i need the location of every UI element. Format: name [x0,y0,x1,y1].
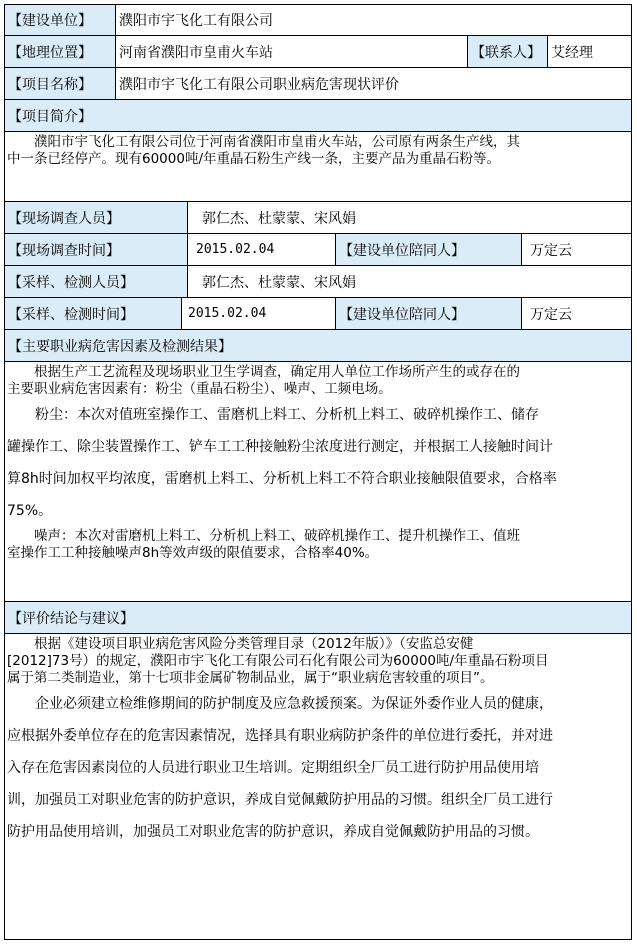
sampling-staff-value: 郭仁杰、杜蒙蒙、宋风娟 [187,266,631,297]
survey-time-row [4,234,632,266]
intro-line: 中一条已经停产。现有60000吨/年重晶石粉生产线一条，主要产品为重晶石粉等。 [7,151,500,167]
hazards-p2-line: 算8h时间加权平均浓度，雷磨机上料工、分析机上料工不符合职业接触限值要求，合格率 [7,471,557,487]
conclusion-p2-line: 训，加强员工对职业危害的防护意识，养成自觉佩戴防护用品的习惯。组织全厂员工进行 [7,792,553,808]
contact-label: 【联系人】 [467,36,547,67]
survey-staff-value: 郭仁杰、杜蒙蒙、宋风娟 [187,202,631,233]
sampling-escort-value: 万定云 [521,298,631,329]
survey-time-value: 2015.02.04 [187,234,335,265]
hazards-p3-line: 噪声：本次对雷磨机上料工、分析机上料工、破碎机操作工、提升机操作工、值班 [7,528,520,544]
conclusion-header-row [4,602,632,634]
hazards-p1-line: 根据生产工艺流程及现场职业卫生学调查，确定用人单位工作场所产生的或存在的 [7,364,520,380]
hazards-p2-line: 粉尘：本次对值班室操作工、雷磨机上料工、分析机上料工、破碎机操作工、储存 [7,407,539,423]
sampling-escort-label: 【建设单位陪同人】 [335,298,521,329]
hazards-p2-line: 75%。 [7,503,53,519]
construction-unit-value: 濮阳市宇飞化工有限公司 [115,5,631,35]
survey-escort-value: 万定云 [521,234,631,265]
survey-staff-label: 【现场调查人员】 [5,202,187,233]
sampling-time-value: 2015.02.04 [181,298,335,329]
conclusion-body [4,634,632,940]
conclusion-p2-line: 入存在危害因素岗位的人员进行职业卫生培训。定期组织全厂员工进行防护用品使用培 [7,760,539,776]
construction-unit-row [4,4,632,36]
conclusion-p2-line: 防护用品使用培训，加强员工对职业危害的防护意识，养成自觉佩戴防护用品的习惯。 [7,824,539,840]
location-row [4,36,632,68]
hazards-body [4,362,632,602]
contact-value: 艾经理 [547,36,631,67]
hazards-header-row [4,330,632,362]
hazards-p3-line: 室操作工工种接触噪声8h等效声级的限值要求，合格率40%。 [7,545,379,561]
project-name-value: 濮阳市宇飞化工有限公司职业病危害现状评价 [115,68,631,99]
sampling-time-row [4,298,632,330]
sampling-time-label: 【采样、检测时间】 [5,298,181,329]
survey-staff-row [4,202,632,234]
construction-unit-label: 【建设单位】 [5,5,115,35]
conclusion-p2-line: 企业必须建立检维修期间的防护制度及应急救援预案。为保证外委作业人员的健康， [7,696,553,712]
conclusion-p1-line: [2012]73号）的规定，濮阳市宇飞化工有限公司石化有限公司为60000吨/年重晶石粉项目 [7,653,549,669]
conclusion-p1-line: 根据《建设项目职业病危害风险分类管理目录（2012年版）》（安监总安健 [7,636,474,652]
intro-body [4,132,632,202]
location-label: 【地理位置】 [5,36,115,67]
intro-header-row [4,100,632,132]
project-name-row [4,68,632,100]
hazards-p2-line: 罐操作工、除尘装置操作工、铲车工工种接触粉尘浓度进行测定，并根据工人接触时间计 [7,439,553,455]
project-name-label: 【项目名称】 [5,68,115,99]
intro-line: 濮阳市宇飞化工有限公司位于河南省濮阳市皇甫火车站，公司原有两条生产线，其 [7,134,520,150]
hazards-label: 【主要职业病危害因素及检测结果】 [5,330,631,361]
sampling-staff-row [4,266,632,298]
conclusion-p2-line: 应根据外委单位存在的危害因素情况，选择具有职业病防护条件的单位进行委托，并对进 [7,728,553,744]
conclusion-p1-line: 属于第二类制造业，第十七项非金属矿物制品业，属于“职业病危害较重的项目”。 [7,670,494,686]
conclusion-label: 【评价结论与建议】 [5,602,631,633]
survey-time-label: 【现场调查时间】 [5,234,187,265]
hazards-p1-line: 主要职业病危害因素有：粉尘（重晶石粉尘）、噪声、工频电场。 [7,381,392,397]
survey-escort-label: 【建设单位陪同人】 [335,234,521,265]
sampling-staff-label: 【采样、检测人员】 [5,266,187,297]
location-value: 河南省濮阳市皇甫火车站 [115,36,467,67]
intro-label: 【项目简介】 [5,100,631,131]
